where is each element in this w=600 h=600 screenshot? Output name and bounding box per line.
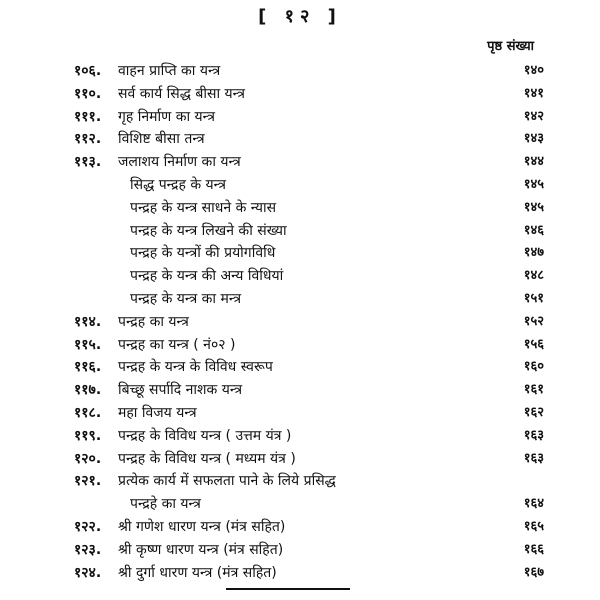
toc-subrow: सिद्ध पन्द्रह के यन्त्र १४५: [130, 176, 544, 193]
toc-row: ११५. पन्द्रह का यन्त्र ( नं०२ ) १५६: [74, 336, 544, 353]
toc-row: ११४. पन्द्रह का यन्त्र १५२: [74, 313, 544, 330]
toc-row: ११८. महा विजय यन्त्र १६२: [74, 404, 544, 421]
table-of-contents: [0, 60, 600, 584]
toc-row: ११६. पन्द्रह के यन्त्र के विविध स्वरूप १६०: [74, 359, 544, 376]
toc-row: ११३. जलाशय निर्माण का यन्त्र १४४: [74, 154, 544, 171]
toc-row: १०६. वाहन प्राप्ति का यन्त्र १४०: [74, 63, 544, 79]
toc-row: ११२. विशिष्ट बीसा तन्त्र १४३: [74, 131, 544, 148]
bottom-divider: [226, 588, 350, 590]
toc-row: ११०. सर्व कार्य सिद्ध बीसा यन्त्र १४१: [74, 85, 544, 102]
toc-continuation-row: पन्द्रहे का यन्त्र १६४: [130, 496, 544, 513]
toc-subrow: पन्द्रह के यन्त्र साधने के न्यास १४५: [130, 199, 544, 216]
toc-row: १२४. श्री दुर्गा धारण यन्त्र (मंत्र सहित) १६७: [74, 564, 544, 581]
page-number: [ १२ ]: [258, 6, 342, 27]
page-count-heading: पृष्ठ संख्या: [487, 39, 534, 54]
toc-row: १२३. श्री कृष्ण धारण यन्त्र (मंत्र सहित) १६६: [74, 541, 544, 558]
toc-subrow: पन्द्रह के यन्त्र का मन्त्र १५१: [130, 290, 544, 307]
toc-row: १२१. प्रत्येक कार्य में सफलता पाने के लिये प्रसिद्ध: [74, 473, 336, 490]
toc-row: १११. गृह निर्माण का यन्त्र १४२: [74, 108, 544, 125]
toc-row: १२०. पन्द्रह के विविध यन्त्र ( मध्यम यंत्र ) १६३: [74, 450, 544, 467]
toc-row: ११७. बिच्छू सर्पादि नाशक यन्त्र १६१: [74, 382, 544, 399]
toc-subrow: पन्द्रह के यन्त्र लिखने की संख्या १४६: [130, 222, 544, 239]
toc-row: ११९. पन्द्रह के विविध यन्त्र ( उत्तम यंत्र ) १६३: [74, 427, 544, 444]
toc-subrow: पन्द्रह के यन्त्र की अन्य विधियां १४८: [130, 268, 544, 285]
toc-subrow: पन्द्रह के यन्त्रों की प्रयोगविधि १४७: [130, 245, 544, 262]
toc-row: १२२. श्री गणेश धारण यन्त्र (मंत्र सहित) १६५: [74, 518, 544, 535]
